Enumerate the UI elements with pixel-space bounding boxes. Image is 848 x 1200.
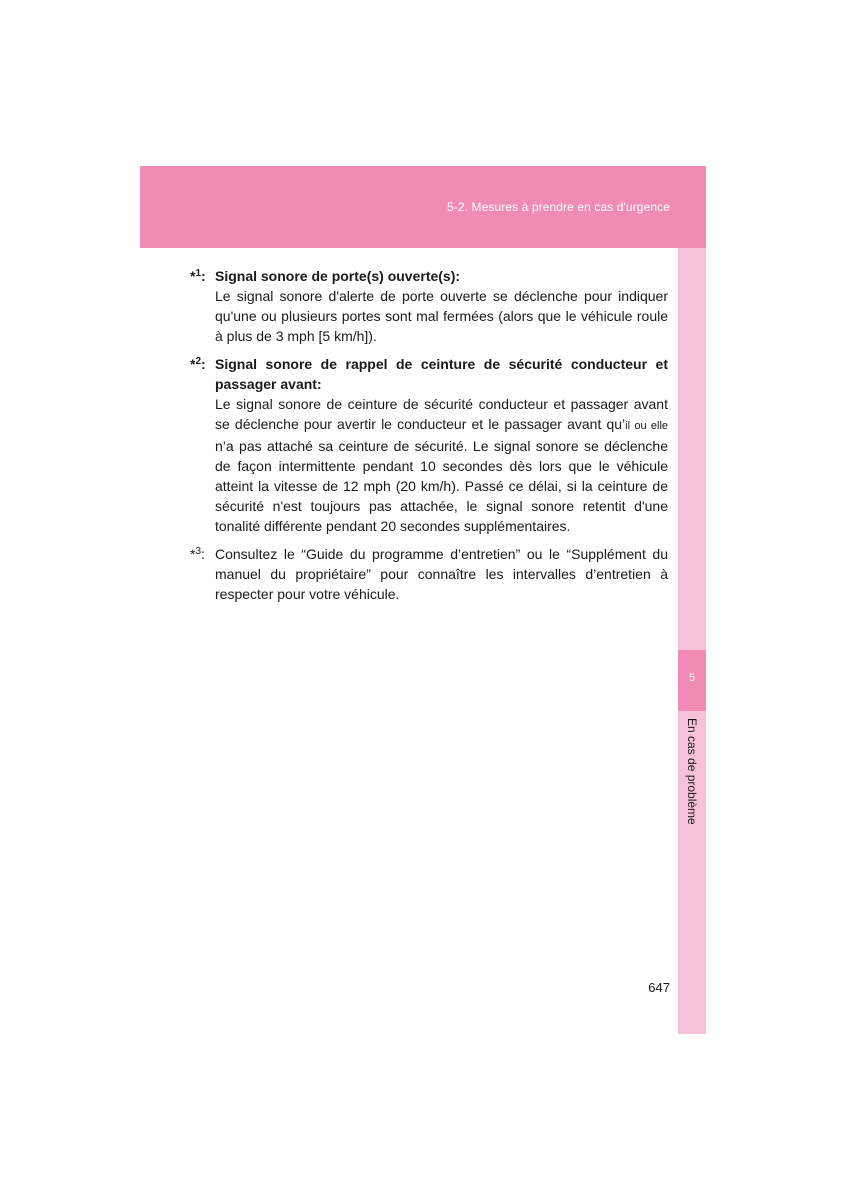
footnote-body: Consultez le “Guide du programme d’entretien” ou le “Supplément du manuel du propriétaire” pour connaître les intervalles d’entretien à respecter pour votre véhicule. xyxy=(215,546,668,602)
section-header-band xyxy=(140,166,706,248)
footnote-3 xyxy=(190,544,668,604)
footnote-body: Le signal sonore d'alerte de porte ouverte se déclenche pour indiquer qu'une ou plusieurs portes sont mal fermées (alors que le véhicule roule à plus de 3 mph [5 km/h]). xyxy=(215,288,668,344)
chapter-number: 5 xyxy=(688,672,696,684)
footnote-2 xyxy=(190,354,668,536)
chapter-tab xyxy=(678,650,706,711)
chapter-side-strip xyxy=(678,248,706,1034)
section-title: 5-2. Mesures à prendre en cas d'urgence xyxy=(447,200,670,214)
footnote-marker: *$^3$: xyxy=(190,546,205,562)
chapter-label: En cas de problème xyxy=(685,718,699,825)
footnote-title: Signal sonore de porte(s) ouverte(s): xyxy=(215,268,461,284)
footnote-1 xyxy=(190,266,668,346)
footnote-title: Signal sonore de rappel de ceinture de sécurité conducteur et passager avant: xyxy=(215,356,668,392)
footnote-body: Le signal sonore de ceinture de sécurité conducteur et passager avant se déclenche pour avertir le conducteur et le passager avant qu’il ou elle n’a pas attaché sa ceinture de sécurité. Le signal sonore se déclenche de façon intermittente pendant 10 secondes dès lors que le véhicule atteint la vitesse de 12 mph (20 km/h). Passé ce délai, si la ceinture de sécurité n'est toujours pas attachée, le signal sonore retentit d'une tonalité différente pendant 20 secondes supplémentaires. xyxy=(215,396,669,534)
page-number: 647 xyxy=(648,980,670,995)
footnote-marker: *$^2$: xyxy=(190,356,206,372)
footnote-marker: *$^1$: xyxy=(190,268,206,284)
main-content xyxy=(190,266,668,604)
